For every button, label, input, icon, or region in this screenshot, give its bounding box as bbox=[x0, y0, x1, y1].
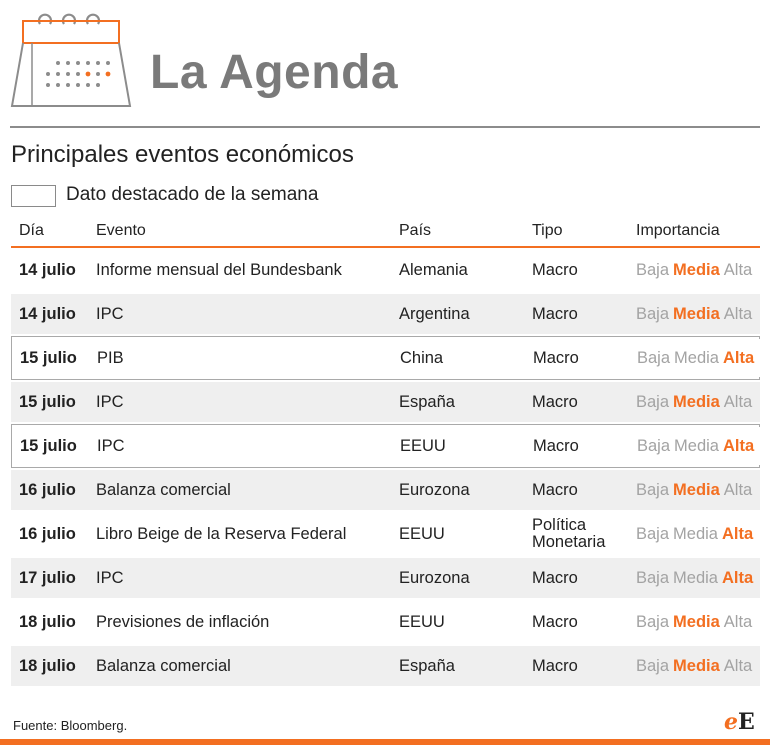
table-row bbox=[11, 556, 760, 600]
calendar-icon bbox=[10, 10, 134, 110]
importance-baja: Baja bbox=[636, 260, 670, 279]
cell-tipo: Macro bbox=[524, 382, 627, 422]
cell-importancia bbox=[627, 514, 760, 554]
importance-alta: Alta bbox=[723, 392, 753, 411]
importance-baja: Baja bbox=[636, 392, 670, 411]
cell-pais: Argentina bbox=[391, 294, 524, 334]
importance-media: Media bbox=[673, 304, 720, 323]
importance-media: Media bbox=[673, 656, 720, 675]
importance-alta: Alta bbox=[721, 568, 754, 587]
importance-alta: Alta bbox=[723, 612, 753, 631]
importance-media: Media bbox=[673, 260, 720, 279]
cell-dia: 15 julio bbox=[12, 427, 89, 465]
header-divider bbox=[10, 126, 760, 128]
cell-tipo: Macro bbox=[524, 470, 627, 510]
importance-media: Media bbox=[673, 568, 718, 587]
cell-tipo: Macro bbox=[524, 294, 627, 334]
table-row bbox=[11, 644, 760, 688]
importance-alta: Alta bbox=[723, 656, 753, 675]
logo-letter-second: E bbox=[738, 709, 755, 735]
table-row bbox=[11, 248, 760, 292]
importance-baja: Baja bbox=[636, 524, 670, 543]
importance-alta: Alta bbox=[722, 436, 755, 455]
importance-media: Media bbox=[673, 392, 720, 411]
legend-label: Dato destacado de la semana bbox=[66, 184, 319, 205]
cell-tipo: Macro bbox=[532, 260, 578, 279]
cell-pais: Eurozona bbox=[391, 558, 524, 598]
cell-dia: 15 julio bbox=[12, 339, 89, 377]
importance-media: Media bbox=[674, 436, 719, 455]
cell-dia: 16 julio bbox=[11, 470, 88, 510]
cell-tipo: Política Monetaria bbox=[532, 516, 606, 551]
table-row bbox=[11, 380, 760, 424]
table-body bbox=[11, 248, 760, 688]
importance-alta: Alta bbox=[723, 480, 753, 499]
header-dia: Día bbox=[19, 222, 44, 239]
cell-importancia bbox=[627, 294, 760, 334]
logo-letter-first: e bbox=[724, 709, 738, 735]
cell-pais: España bbox=[391, 382, 524, 422]
cell-evento: Balanza comercial bbox=[88, 470, 391, 510]
events-table bbox=[11, 218, 760, 688]
cell-evento: Libro Beige de la Reserva Federal bbox=[96, 524, 347, 543]
cell-evento: PIB bbox=[89, 339, 392, 377]
cell-evento: IPC bbox=[89, 427, 392, 465]
cell-evento: Previsiones de inflación bbox=[96, 612, 270, 631]
cell-dia: 15 julio bbox=[11, 382, 88, 422]
cell-tipo: Macro bbox=[532, 612, 578, 631]
brand-logo bbox=[724, 709, 755, 735]
importance-media: Media bbox=[673, 524, 718, 543]
table-row bbox=[11, 512, 760, 556]
importance-media: Media bbox=[673, 480, 720, 499]
footer-bar bbox=[0, 739, 770, 745]
cell-dia: 14 julio bbox=[11, 294, 88, 334]
table-row bbox=[11, 424, 760, 468]
cell-importancia bbox=[628, 339, 761, 377]
cell-evento: IPC bbox=[88, 382, 391, 422]
cell-evento: IPC bbox=[88, 294, 391, 334]
importance-baja: Baja bbox=[637, 348, 671, 367]
cell-importancia bbox=[627, 382, 760, 422]
cell-dia: 18 julio bbox=[11, 646, 88, 686]
cell-evento: Informe mensual del Bundesbank bbox=[96, 260, 342, 279]
cell-dia: 14 julio bbox=[19, 260, 76, 279]
table-row bbox=[11, 600, 760, 644]
cell-pais: Eurozona bbox=[391, 470, 524, 510]
cell-importancia bbox=[627, 558, 760, 598]
table-header bbox=[11, 218, 760, 248]
importance-alta: Alta bbox=[722, 348, 755, 367]
table-row bbox=[11, 468, 760, 512]
source-note: Fuente: Bloomberg. bbox=[13, 718, 128, 733]
header-importancia: Importancia bbox=[636, 222, 720, 239]
cell-pais: Alemania bbox=[399, 260, 468, 279]
cell-importancia bbox=[627, 646, 760, 686]
importance-baja: Baja bbox=[636, 568, 670, 587]
importance-alta: Alta bbox=[723, 304, 753, 323]
cell-pais: España bbox=[391, 646, 524, 686]
cell-pais: EEUU bbox=[392, 427, 525, 465]
page-title: La Agenda bbox=[150, 46, 399, 99]
table-row bbox=[11, 292, 760, 336]
cell-tipo: Macro bbox=[524, 646, 627, 686]
importance-baja: Baja bbox=[636, 480, 670, 499]
header bbox=[0, 0, 770, 128]
importance-baja: Baja bbox=[636, 656, 670, 675]
legend-swatch bbox=[11, 185, 56, 207]
cell-dia: 16 julio bbox=[19, 524, 76, 543]
cell-pais: China bbox=[392, 339, 525, 377]
section-title: Principales eventos económicos bbox=[11, 141, 354, 168]
importance-baja: Baja bbox=[636, 304, 670, 323]
cell-importancia bbox=[628, 427, 761, 465]
cell-importancia bbox=[627, 602, 760, 642]
importance-alta: Alta bbox=[723, 260, 753, 279]
header-evento: Evento bbox=[96, 222, 146, 239]
cell-dia: 18 julio bbox=[19, 612, 76, 631]
header-tipo: Tipo bbox=[532, 222, 563, 239]
importance-baja: Baja bbox=[637, 436, 671, 455]
cell-pais: EEUU bbox=[399, 524, 445, 543]
importance-baja: Baja bbox=[636, 612, 670, 631]
importance-alta: Alta bbox=[721, 524, 754, 543]
header-pais: País bbox=[399, 222, 432, 239]
importance-media: Media bbox=[674, 348, 719, 367]
cell-tipo: Macro bbox=[525, 427, 628, 465]
cell-importancia bbox=[627, 470, 760, 510]
cell-pais: EEUU bbox=[399, 612, 445, 631]
importance-media: Media bbox=[673, 612, 720, 631]
cell-importancia bbox=[627, 250, 760, 290]
cell-evento: Balanza comercial bbox=[88, 646, 391, 686]
table-row bbox=[11, 336, 760, 380]
cell-tipo: Macro bbox=[525, 339, 628, 377]
cell-tipo: Macro bbox=[524, 558, 627, 598]
cell-evento: IPC bbox=[88, 558, 391, 598]
cell-dia: 17 julio bbox=[11, 558, 88, 598]
